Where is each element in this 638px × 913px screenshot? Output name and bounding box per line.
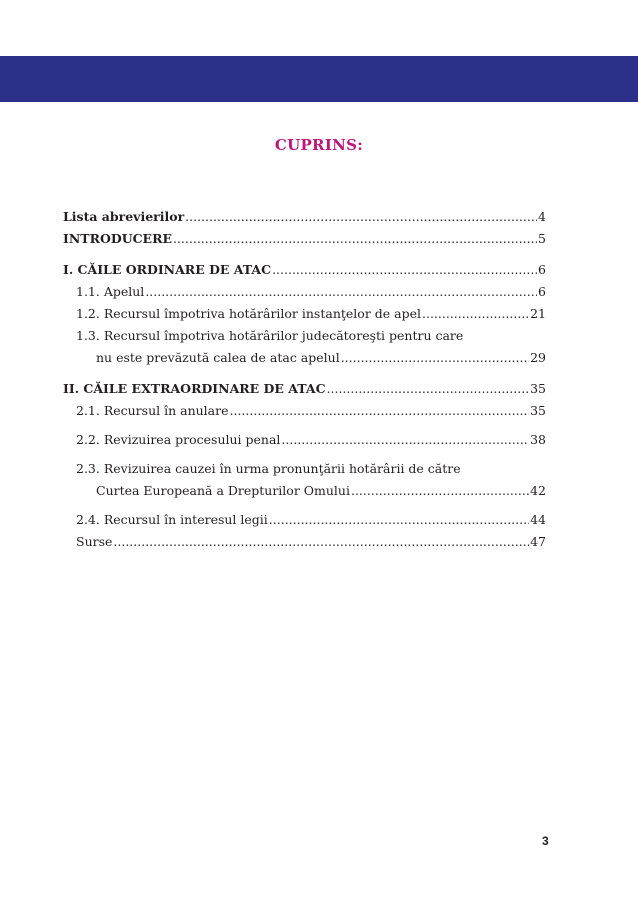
toc-leader: [145, 281, 537, 303]
toc-entry-2-4[interactable]: [63, 509, 546, 531]
toc-page: 42: [530, 483, 546, 498]
toc-leader: [351, 480, 529, 502]
toc-entry-1-3-line1[interactable]: 1.3. Recursul împotriva hotărârilor judecătoreşti pentru care: [76, 328, 464, 343]
toc-page: 38: [530, 432, 546, 447]
toc-page: 29: [530, 350, 546, 365]
toc-page: 47: [530, 534, 546, 549]
toc-label: 1.1. Apelul: [76, 284, 145, 299]
toc-entry-sec2[interactable]: [63, 378, 546, 400]
toc-entry-1-2[interactable]: [63, 303, 546, 325]
toc-entry-2-3[interactable]: [63, 480, 546, 502]
toc-leader: [230, 400, 530, 422]
toc-leader: [422, 303, 529, 325]
toc-leader: [327, 378, 530, 400]
toc-entry-1-1[interactable]: [63, 281, 546, 303]
page-title: CUPRINS:: [274, 136, 364, 154]
toc-entry-2-3-line1[interactable]: 2.3. Revizuirea cauzei în urma pronunţării hotărârii de către: [76, 461, 461, 476]
toc-page: 21: [530, 306, 546, 321]
toc-label: 2.2. Revizuirea procesului penal: [76, 432, 281, 447]
toc-label: 2.1. Recursul în anulare: [76, 403, 229, 418]
toc-label: Surse: [76, 534, 113, 549]
toc-entry-sec1[interactable]: [63, 259, 546, 281]
toc-label: 1.2. Recursul împotriva hotărârilor instanţelor de apel: [76, 306, 421, 321]
toc-leader: [185, 206, 537, 228]
toc-page: 6: [538, 262, 546, 277]
toc-entry-abrevieri[interactable]: [63, 206, 546, 228]
page-number: 3: [542, 834, 549, 848]
toc-label: nu este prevăzută calea de atac apelul: [96, 350, 340, 365]
toc-label: Lista abrevierilor: [63, 209, 185, 224]
toc-entry-1-3[interactable]: [63, 347, 546, 369]
toc-page: 35: [530, 381, 546, 396]
toc-leader: [173, 228, 537, 250]
toc-page: 6: [538, 284, 546, 299]
toc-page: 44: [530, 512, 546, 527]
toc-entry-2-1[interactable]: [63, 400, 546, 422]
toc-entry-surse[interactable]: [63, 531, 546, 553]
toc-label: 2.4. Recursul în interesul legii: [76, 512, 268, 527]
table-of-contents: [63, 206, 546, 553]
toc-page: 35: [530, 403, 546, 418]
toc-leader: [113, 531, 529, 553]
toc-leader: [269, 509, 529, 531]
header-band: [0, 56, 638, 102]
toc-label: Curtea Europeană a Drepturilor Omului: [96, 483, 350, 498]
toc-page: 5: [538, 231, 546, 246]
toc-page: 4: [538, 209, 546, 224]
toc-label: II. CĂILE EXTRAORDINARE DE ATAC: [63, 381, 326, 396]
toc-entry-introducere[interactable]: [63, 228, 546, 250]
toc-leader: [281, 429, 529, 451]
toc-leader: [272, 259, 537, 281]
toc-entry-2-2[interactable]: [63, 429, 546, 451]
toc-leader: [341, 347, 529, 369]
toc-label: INTRODUCERE: [63, 231, 172, 246]
toc-label: I. CĂILE ORDINARE DE ATAC: [63, 262, 272, 277]
